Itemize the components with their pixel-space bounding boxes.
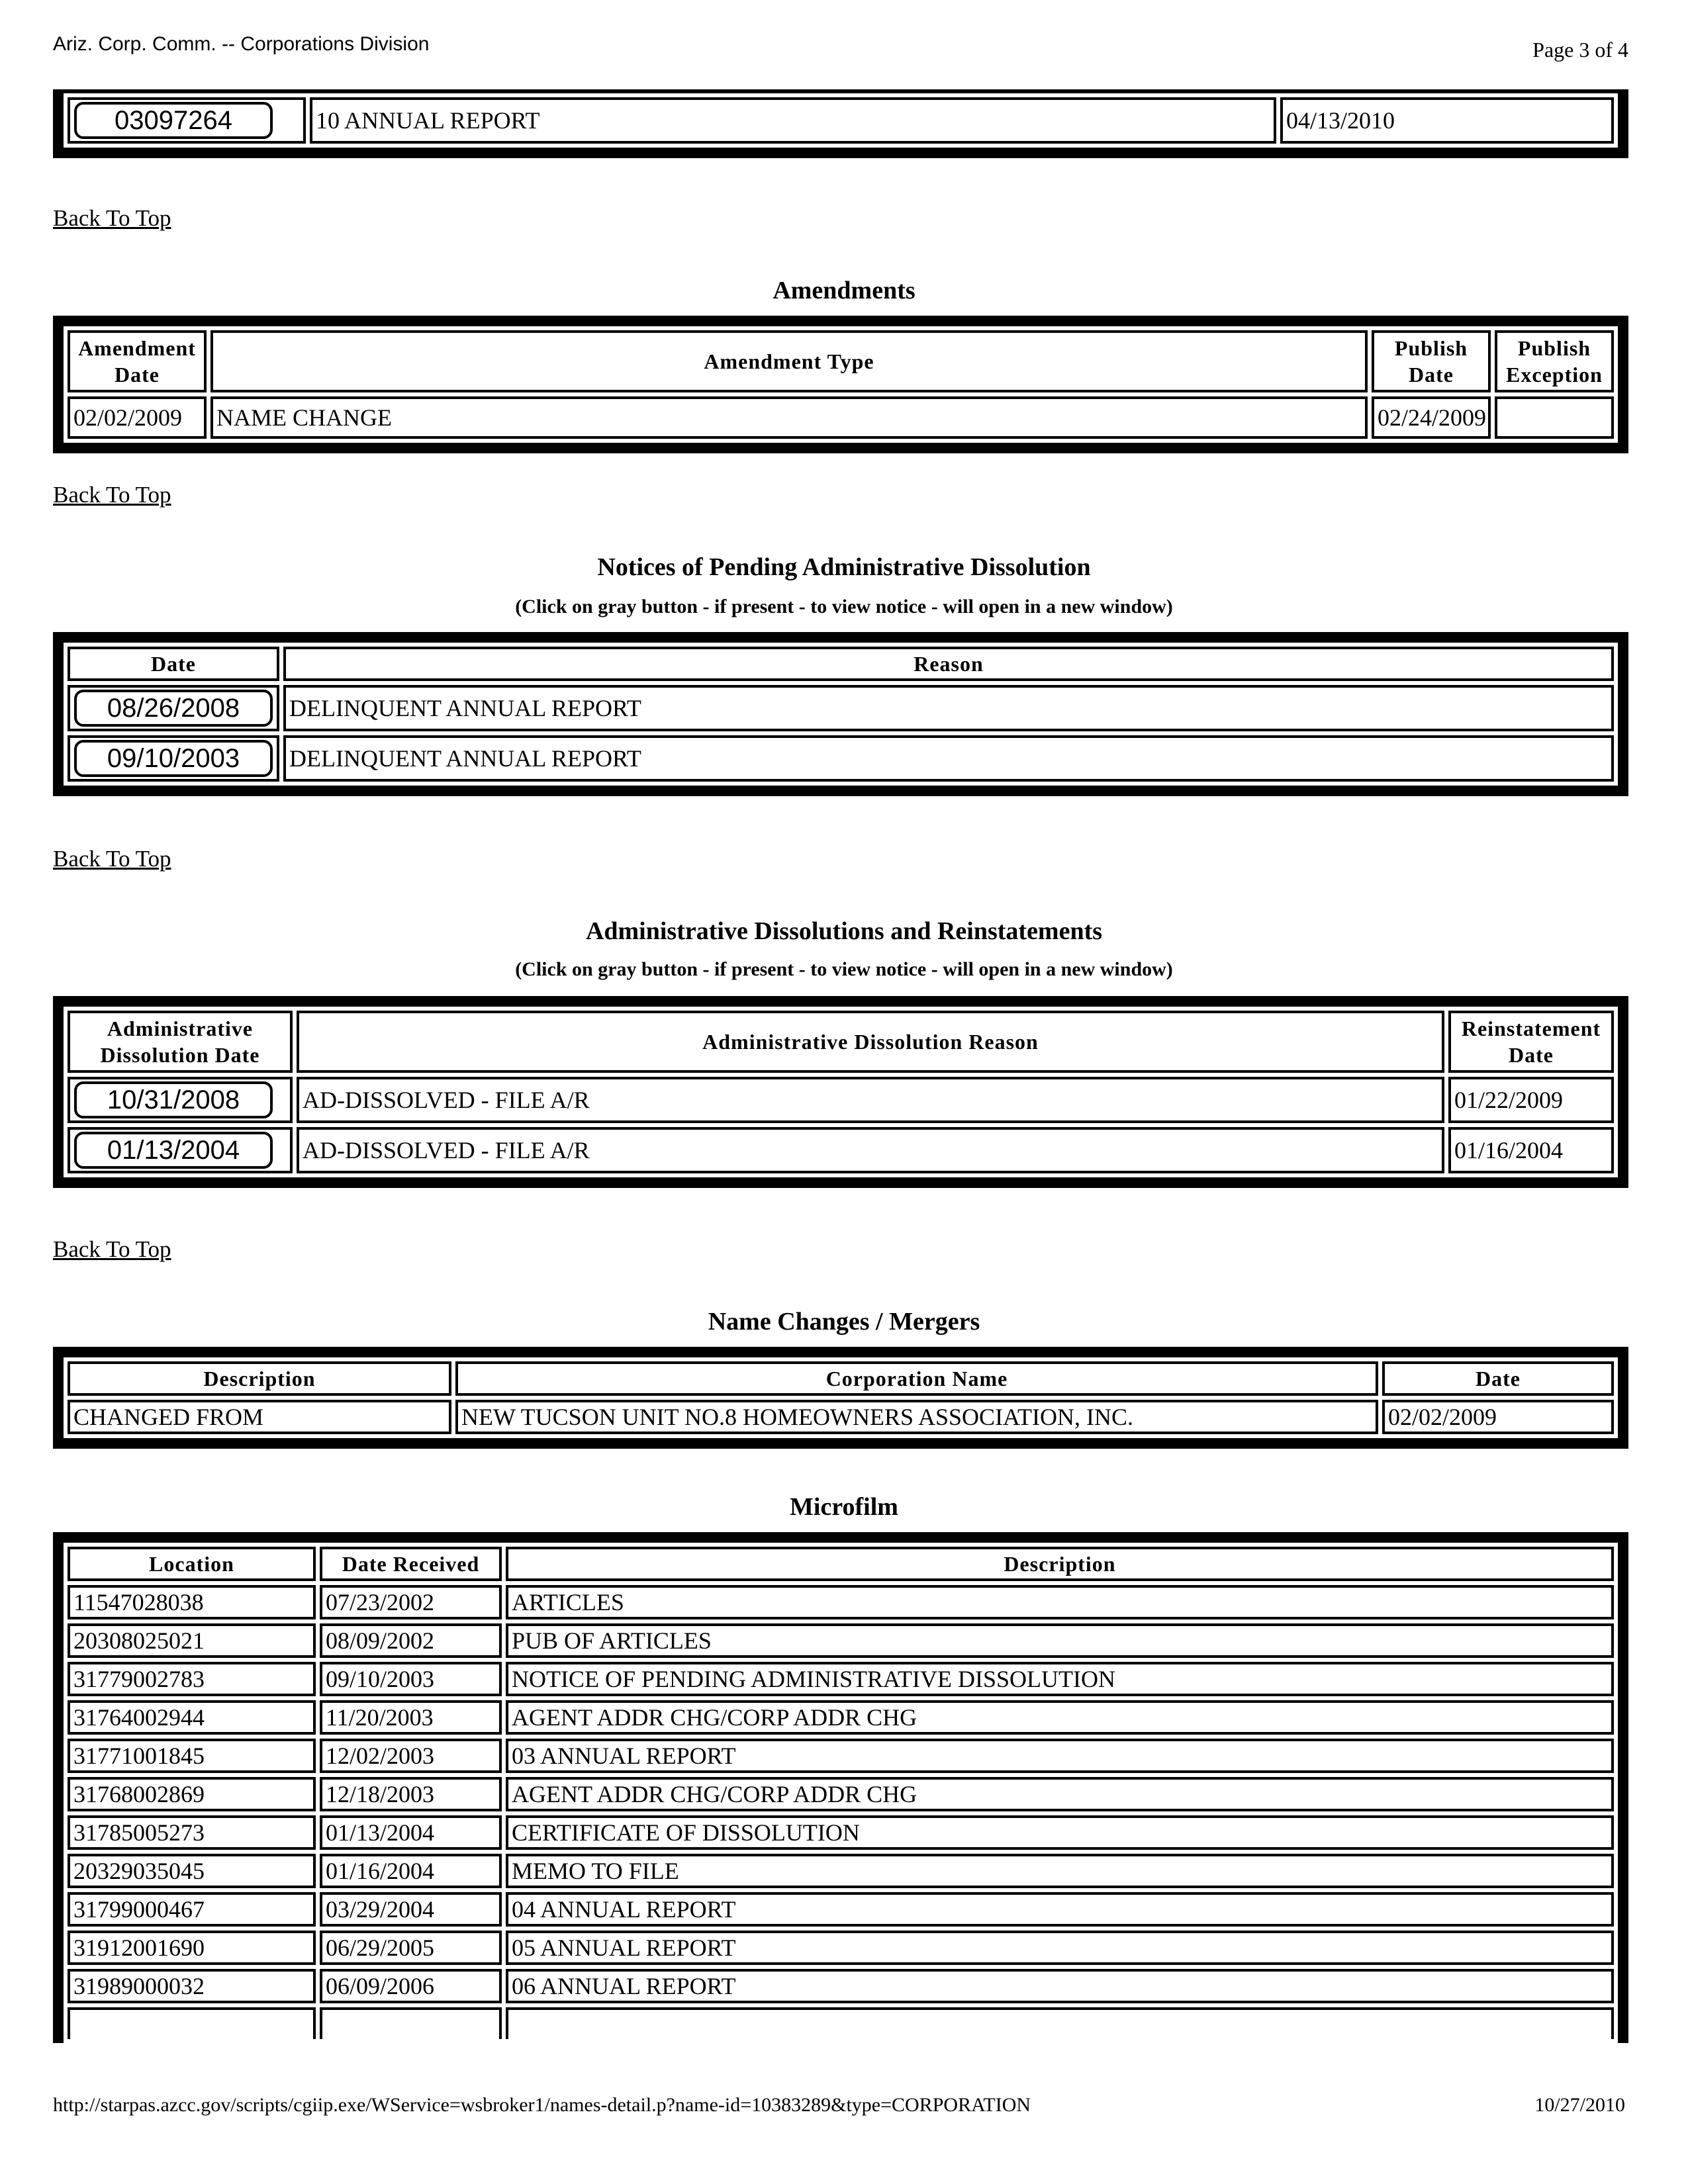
microfilm-location: 31785005273 (68, 1815, 316, 1850)
table-row (68, 2007, 1614, 2039)
amendments-title: Amendments (773, 277, 915, 304)
annual-reports-table (53, 89, 1628, 158)
dissolution-reason: AD-DISSOLVED - FILE A/R (297, 1077, 1444, 1123)
microfilm-date: 12/18/2003 (320, 1777, 502, 1811)
footer-url: http://starpas.azcc.gov/scripts/cgiip.exe/WService=wsbroker1/names-detail.p?name-id=10383289&type=CORPORATION (53, 2094, 1031, 2116)
back-to-top-link[interactable]: Back To Top (53, 846, 171, 872)
microfilm-table (53, 1532, 1628, 2043)
column-header: Reason (283, 647, 1614, 681)
view-document-button[interactable]: 03097264 (74, 102, 273, 139)
microfilm-description: NOTICE OF PENDING ADMINISTRATIVE DISSOLUTION (506, 1662, 1614, 1696)
dissolutions-table (53, 996, 1628, 1188)
column-header: Amendment Date (68, 330, 207, 392)
notice-date-cell (68, 685, 279, 731)
publish-exception (1495, 396, 1614, 439)
microfilm-date: 07/23/2002 (320, 1585, 502, 1619)
table-header-row (68, 1361, 1614, 1396)
microfilm-description: PUB OF ARTICLES (506, 1623, 1614, 1658)
microfilm-date: 12/02/2003 (320, 1739, 502, 1773)
table-row (68, 735, 1614, 782)
dissolution-date-cell (68, 1077, 293, 1123)
view-notice-button[interactable]: 09/10/2003 (74, 740, 273, 777)
microfilm-date: 08/09/2002 (320, 1623, 502, 1658)
table-row (68, 1700, 1614, 1735)
microfilm-date (320, 2007, 502, 2039)
microfilm-location: 20329035045 (68, 1854, 316, 1888)
table-header-row (68, 1011, 1614, 1073)
table-row (68, 396, 1614, 439)
microfilm-location: 31912001690 (68, 1931, 316, 1965)
name-changes-title: Name Changes / Mergers (708, 1308, 980, 1336)
microfilm-location: 20308025021 (68, 1623, 316, 1658)
table-row (68, 1739, 1614, 1773)
microfilm-date: 06/29/2005 (320, 1931, 502, 1965)
column-header: Publish Exception (1495, 330, 1614, 392)
microfilm-date: 06/09/2006 (320, 1969, 502, 2003)
microfilm-date: 03/29/2004 (320, 1892, 502, 1927)
view-notice-button[interactable]: 01/13/2004 (74, 1132, 273, 1169)
microfilm-location: 31764002944 (68, 1700, 316, 1735)
microfilm-location: 31779002783 (68, 1662, 316, 1696)
microfilm-description: MEMO TO FILE (506, 1854, 1614, 1888)
column-header: Description (68, 1361, 451, 1396)
column-header: Date (1382, 1361, 1614, 1396)
back-to-top-link[interactable]: Back To Top (53, 1236, 171, 1262)
table-row (68, 1077, 1614, 1123)
reinstatement-date: 01/22/2009 (1448, 1077, 1614, 1123)
microfilm-location: 31799000467 (68, 1892, 316, 1927)
table-row (68, 1815, 1614, 1850)
microfilm-description: 04 ANNUAL REPORT (506, 1892, 1614, 1927)
doc-cell (68, 97, 306, 144)
dissolutions-subtitle: (Click on gray button - if present - to view notice - will open in a new window) (515, 958, 1173, 980)
name-changes-table (53, 1347, 1628, 1449)
name-change-description: CHANGED FROM (68, 1400, 451, 1434)
column-header: Reinstatement Date (1448, 1011, 1614, 1073)
back-to-top-link[interactable]: Back To Top (53, 482, 171, 508)
microfilm-date: 01/13/2004 (320, 1815, 502, 1850)
column-header: Amendment Type (211, 330, 1368, 392)
column-header: Location (68, 1547, 316, 1581)
microfilm-description: AGENT ADDR CHG/CORP ADDR CHG (506, 1777, 1614, 1811)
table-row (68, 1969, 1614, 2003)
report-date: 04/13/2010 (1280, 97, 1614, 144)
notices-title: Notices of Pending Administrative Dissolution (597, 553, 1091, 581)
back-to-top-link[interactable]: Back To Top (53, 205, 171, 231)
notice-reason: DELINQUENT ANNUAL REPORT (283, 735, 1614, 782)
notice-date-cell (68, 735, 279, 782)
microfilm-title: Microfilm (790, 1493, 898, 1521)
table-row (68, 1127, 1614, 1173)
notices-subtitle: (Click on gray button - if present - to view notice - will open in a new window) (515, 596, 1173, 617)
amendments-table (53, 316, 1628, 453)
table-row (68, 1400, 1614, 1434)
amendment-date: 02/02/2009 (68, 396, 207, 439)
dissolution-date-cell (68, 1127, 293, 1173)
view-notice-button[interactable]: 10/31/2008 (74, 1081, 273, 1118)
microfilm-description: ARTICLES (506, 1585, 1614, 1619)
column-header: Administrative Dissolution Reason (297, 1011, 1444, 1073)
report-description: 10 ANNUAL REPORT (310, 97, 1276, 144)
microfilm-location: 31989000032 (68, 1969, 316, 2003)
table-header-row (68, 330, 1614, 392)
microfilm-date: 09/10/2003 (320, 1662, 502, 1696)
view-notice-button[interactable]: 08/26/2008 (74, 690, 273, 727)
notice-reason: DELINQUENT ANNUAL REPORT (283, 685, 1614, 731)
dissolutions-title: Administrative Dissolutions and Reinstatements (585, 917, 1103, 945)
table-row (68, 1585, 1614, 1619)
table-row (68, 1623, 1614, 1658)
microfilm-location: 31768002869 (68, 1777, 316, 1811)
table-row (68, 1662, 1614, 1696)
microfilm-location (68, 2007, 316, 2039)
reinstatement-date: 01/16/2004 (1448, 1127, 1614, 1173)
table-header-row (68, 1547, 1614, 1581)
amendment-type: NAME CHANGE (211, 396, 1368, 439)
microfilm-date: 11/20/2003 (320, 1700, 502, 1735)
microfilm-location: 31771001845 (68, 1739, 316, 1773)
page-number: Page 3 of 4 (1532, 38, 1628, 62)
microfilm-description: 03 ANNUAL REPORT (506, 1739, 1614, 1773)
microfilm-description: AGENT ADDR CHG/CORP ADDR CHG (506, 1700, 1614, 1735)
table-row (68, 685, 1614, 731)
name-change-date: 02/02/2009 (1382, 1400, 1614, 1434)
column-header: Corporation Name (455, 1361, 1378, 1396)
column-header: Administrative Dissolution Date (68, 1011, 293, 1073)
microfilm-date: 01/16/2004 (320, 1854, 502, 1888)
table-row (68, 1892, 1614, 1927)
notices-table (53, 632, 1628, 796)
microfilm-description: 05 ANNUAL REPORT (506, 1931, 1614, 1965)
table-row (68, 1777, 1614, 1811)
microfilm-description: CERTIFICATE OF DISSOLUTION (506, 1815, 1614, 1850)
column-header: Description (506, 1547, 1614, 1581)
corporation-name: NEW TUCSON UNIT NO.8 HOMEOWNERS ASSOCIATION, INC. (455, 1400, 1378, 1434)
table-row (68, 97, 1614, 144)
publish-date: 02/24/2009 (1372, 396, 1491, 439)
column-header: Date Received (320, 1547, 502, 1581)
microfilm-description (506, 2007, 1614, 2039)
microfilm-description: 06 ANNUAL REPORT (506, 1969, 1614, 2003)
page-title: Ariz. Corp. Comm. -- Corporations Division (53, 33, 430, 55)
dissolution-reason: AD-DISSOLVED - FILE A/R (297, 1127, 1444, 1173)
table-header-row (68, 647, 1614, 681)
column-header: Publish Date (1372, 330, 1491, 392)
column-header: Date (68, 647, 279, 681)
table-row (68, 1854, 1614, 1888)
table-row (68, 1931, 1614, 1965)
microfilm-location: 11547028038 (68, 1585, 316, 1619)
footer-date: 10/27/2010 (1534, 2094, 1625, 2116)
